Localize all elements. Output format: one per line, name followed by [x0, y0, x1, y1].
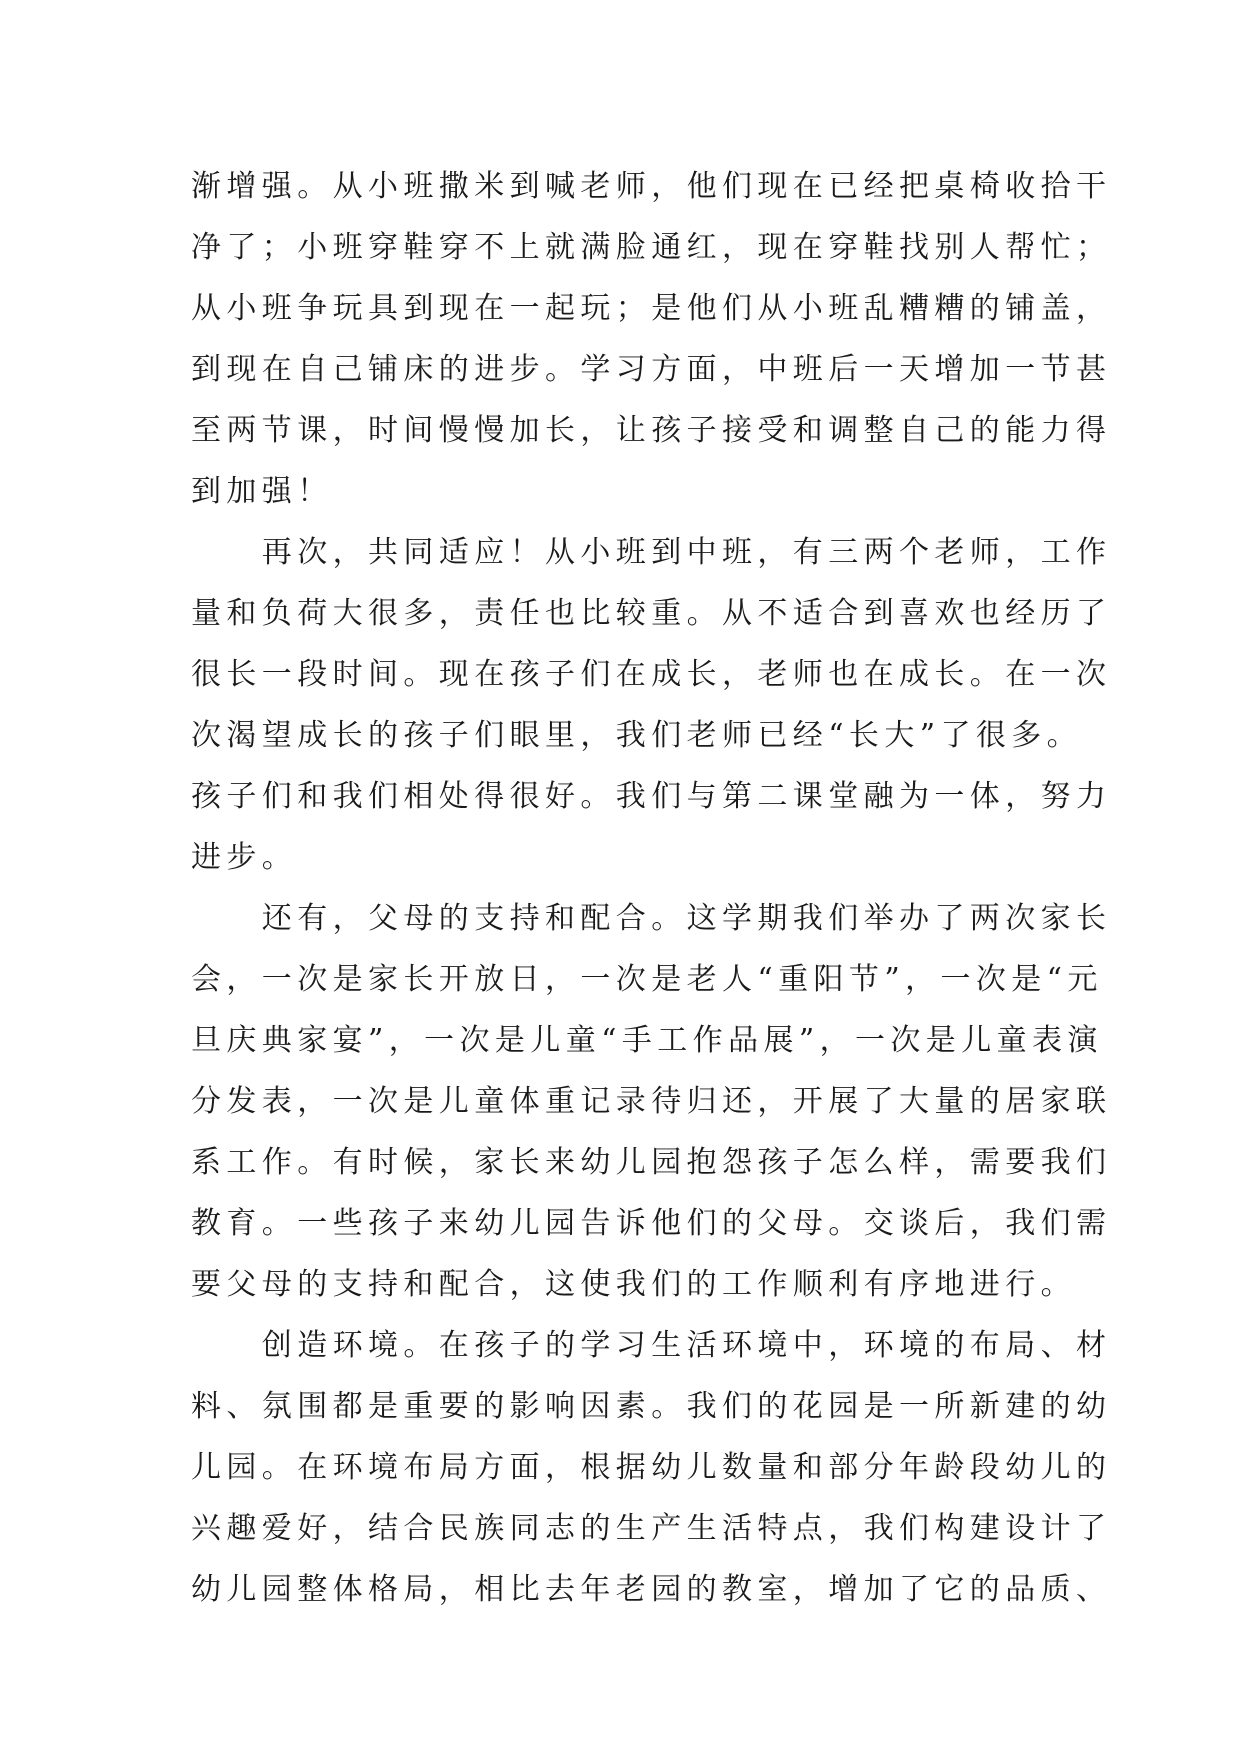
text-line: 到现在自己铺床的进步。学习方面，中班后一天增加一节甚	[191, 352, 1112, 387]
text-line: 从小班争玩具到现在一起玩；是他们从小班乱糟糟的铺盖，	[191, 291, 1112, 326]
text-line: 儿园。在环境布局方面，根据幼儿数量和部分年龄段幼儿的	[191, 1450, 1112, 1485]
text-line: 孩子们和我们相处得很好。我们与第二课堂融为一体，努力	[191, 779, 1112, 814]
text-line: 分发表，一次是儿童体重记录待归还，开展了大量的居家联	[191, 1084, 1112, 1119]
text-line: 旦庆典家宴”，一次是儿童“手工作品展”，一次是儿童表演	[191, 1023, 1103, 1058]
text-line: 兴趣爱好，结合民族同志的生产生活特点，我们构建设计了	[191, 1511, 1112, 1546]
text-line: 净了；小班穿鞋穿不上就满脸通红，现在穿鞋找别人帮忙；	[191, 230, 1112, 265]
text-line: 再次，共同适应！从小班到中班，有三两个老师，工作	[191, 535, 1112, 570]
text-line: 还有，父母的支持和配合。这学期我们举办了两次家长	[191, 901, 1112, 936]
text-line: 要父母的支持和配合，这使我们的工作顺利有序地进行。	[191, 1267, 1076, 1302]
text-line: 创造环境。在孩子的学习生活环境中，环境的布局、材	[191, 1328, 1112, 1363]
text-line: 进步。	[191, 840, 298, 875]
text-line: 教育。一些孩子来幼儿园告诉他们的父母。交谈后，我们需	[191, 1206, 1112, 1241]
text-line: 至两节课，时间慢慢加长，让孩子接受和调整自己的能力得	[191, 413, 1112, 448]
text-line: 系工作。有时候，家长来幼儿园抱怨孩子怎么样，需要我们	[191, 1145, 1112, 1180]
text-line: 渐增强。从小班撒米到喊老师，他们现在已经把桌椅收拾干	[191, 169, 1112, 204]
body-text	[191, 156, 1112, 1620]
text-line: 幼儿园整体格局，相比去年老园的教室，增加了它的品质、	[191, 1572, 1112, 1607]
text-line: 到加强！	[191, 474, 333, 509]
text-line: 料、氛围都是重要的影响因素。我们的花园是一所新建的幼	[191, 1389, 1112, 1424]
text-line: 会，一次是家长开放日，一次是老人“重阳节”，一次是“元	[191, 962, 1103, 997]
text-line: 量和负荷大很多，责任也比较重。从不适合到喜欢也经历了	[191, 596, 1112, 631]
text-line: 很长一段时间。现在孩子们在成长，老师也在成长。在一次	[191, 657, 1112, 692]
text-line: 次渴望成长的孩子们眼里，我们老师已经“长大”了很多。	[191, 718, 1083, 753]
